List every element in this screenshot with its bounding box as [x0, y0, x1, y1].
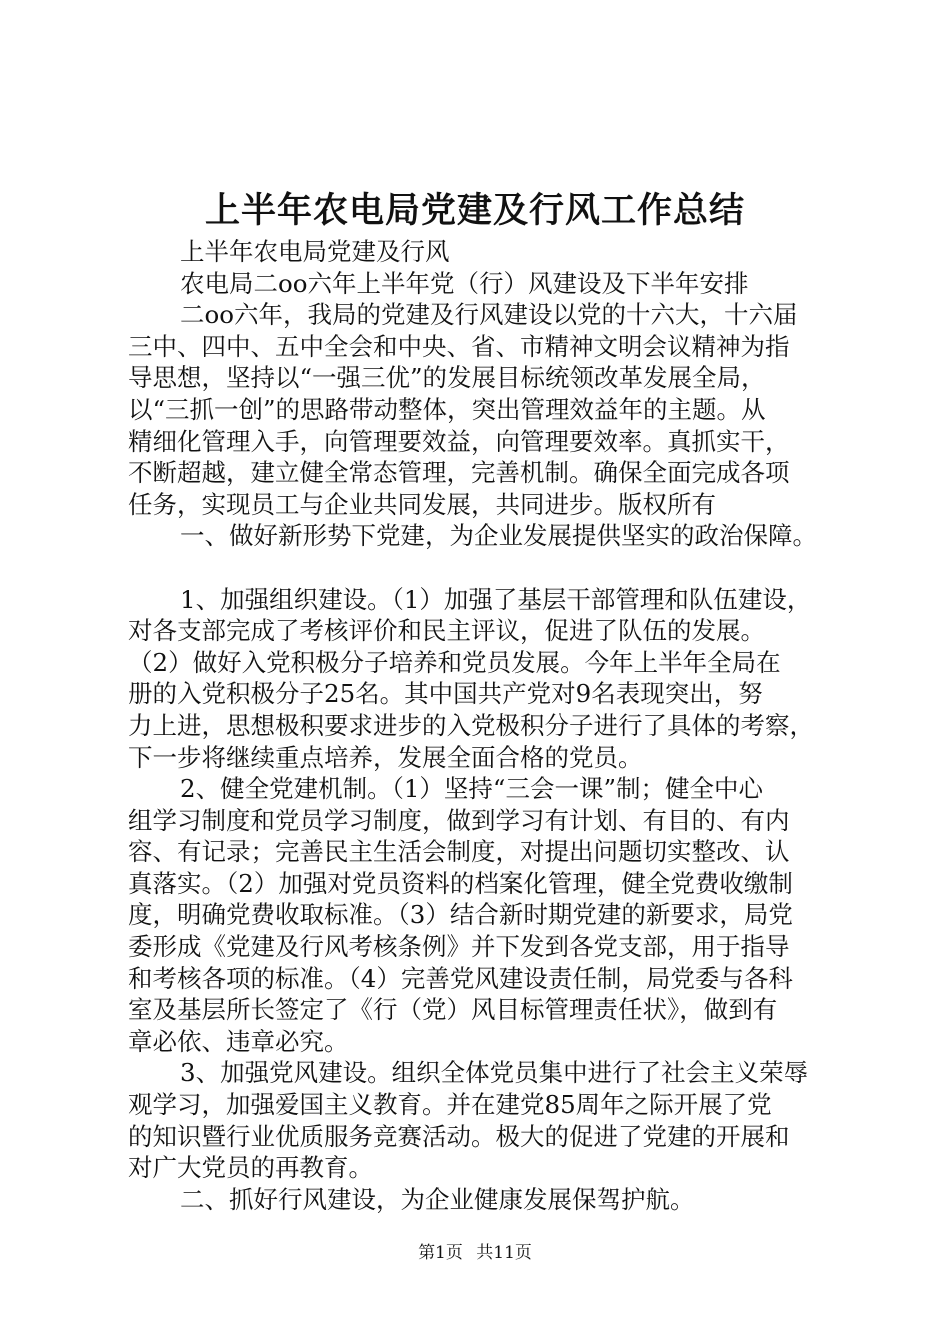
- paragraph-line: 以“三抓一创”的思路带动整体，突出管理效益年的主题。从: [128, 394, 766, 424]
- paragraph-line: 力上进，思想极积要求进步的入党极积分子进行了具体的考察，: [128, 710, 814, 740]
- paragraph-line: 度，明确党费收取标准。（3）结合新时期党建的新要求，局党: [128, 900, 793, 930]
- blank-line: [128, 552, 828, 584]
- subtitle-line: 上半年农电局党建及行风: [180, 237, 450, 266]
- subtitle-line: 农电局二oo六年上半年党（行）风建设及下半年安排: [180, 268, 749, 298]
- paragraph-line: 册的入党积极分子25名。其中国共产党对9名表现突出，努: [128, 679, 763, 709]
- paragraph-line: 3、加强党风建设。组织全体党员集中进行了社会主义荣辱: [180, 1058, 809, 1088]
- paragraph-line: （2）做好入党积极分子培养和党员发展。今年上半年全局在: [128, 647, 781, 677]
- paragraph-line: 委形成《党建及行风考核条例》并下发到各党支部，用于指导: [128, 932, 790, 962]
- paragraph-line: 不断超越，建立健全常态管理，完善机制。确保全面完成各项: [128, 458, 790, 488]
- paragraph-line: 和考核各项的标准。（4）完善党风建设责任制，局党委与各科: [128, 963, 793, 993]
- paragraph-line: 1、加强组织建设。（1）加强了基层干部管理和队伍建设，: [180, 584, 812, 614]
- page-number: 第1页: [418, 1243, 463, 1263]
- document-title: 上半年农电局党建及行风工作总结: [204, 190, 745, 231]
- paragraph-line: 对各支部完成了考核评价和民主评议，促进了队伍的发展。: [128, 616, 765, 646]
- document-body: [128, 236, 828, 1215]
- paragraph-line: 真落实。（2）加强对党员资料的档案化管理，健全党费收缴制: [128, 868, 793, 898]
- section-heading: 一、做好新形势下党建，为企业发展提供坚实的政治保障。: [180, 521, 817, 551]
- paragraph-line: 三中、四中、五中全会和中央、省、市精神文明会议精神为指: [128, 331, 790, 361]
- paragraph-line: 下一步将继续重点培养，发展全面合格的党员。: [128, 742, 643, 772]
- paragraph-line: 容、有记录；完善民主生活会制度，对提出问题切实整改、认: [128, 837, 790, 867]
- paragraph-line: 2、健全党建机制。（1）坚持“三会一课”制；健全中心: [180, 774, 763, 804]
- paragraph-line: 的知识暨行业优质服务竞赛活动。极大的促进了党建的开展和: [128, 1121, 790, 1151]
- section-heading: 二、抓好行风建设，为企业健康发展保驾护航。: [180, 1184, 695, 1214]
- paragraph-line: 观学习，加强爱国主义教育。并在建党85周年之际开展了党: [128, 1090, 772, 1120]
- paragraph-line: 导思想，坚持以“一强三优”的发展目标统领改革发展全局，: [128, 363, 766, 393]
- paragraph-line: 室及基层所长签定了《行（党）风目标管理责任状》，做到有: [128, 995, 778, 1025]
- page-footer: [0, 1241, 950, 1265]
- paragraph-line: 组学习制度和党员学习制度，做到学习有计划、有目的、有内: [128, 805, 790, 835]
- paragraph-line: 对广大党员的再教育。: [128, 1153, 373, 1183]
- paragraph-line: 任务，实现员工与企业共同发展，共同进步。版权所有: [128, 489, 716, 519]
- paragraph-line: 章必依、违章必究。: [128, 1026, 349, 1056]
- paragraph-line: 二oo六年，我局的党建及行风建设以党的十六大，十六届: [180, 300, 798, 330]
- page-total: 共11页: [476, 1243, 532, 1263]
- paragraph-line: 精细化管理入手，向管理要效益，向管理要效率。真抓实干，: [128, 426, 790, 456]
